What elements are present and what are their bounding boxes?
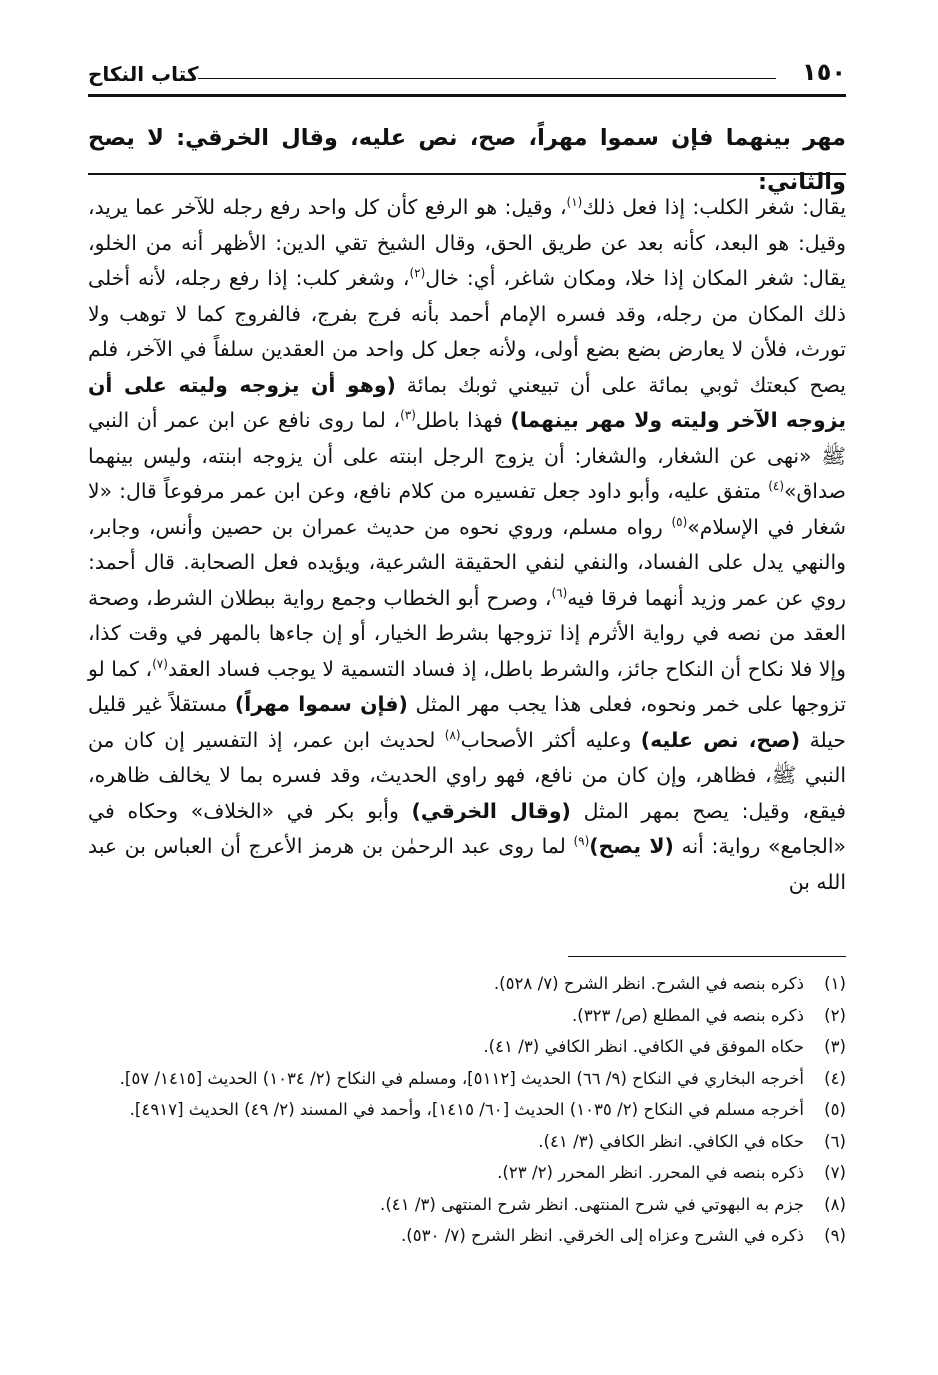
footnote-ref: (٤) bbox=[768, 479, 785, 494]
footnote bbox=[88, 968, 846, 1000]
footnote-text: ذكره بنصه في المحرر. انظر المحرر (٢/ ٢٣). bbox=[497, 1163, 804, 1182]
footnote-ref: (٧) bbox=[152, 656, 168, 671]
text-run: ، كما لو تزوجها على خمر ونحوه، فعلى هذا يجب مهر المثل bbox=[88, 656, 846, 716]
running-header bbox=[88, 58, 846, 96]
commentary-body bbox=[88, 190, 846, 900]
header-rule bbox=[198, 78, 776, 79]
footnote-text: حكاه في الكافي. انظر الكافي (٣/ ٤١). bbox=[538, 1131, 804, 1151]
footnote-number: (٦) bbox=[824, 1131, 846, 1151]
matn-quote: (صح، نص عليه) bbox=[640, 727, 801, 752]
text-run: ، وقيل: هو الرفع كأن كل واحد رفع رجله للآخر عما يريد، وقيل: هو البعد، كأنه بعد عن طريق الحق، وقال الشيخ تقي الدين: الأظهر أنه من الخلو، يقال: شغر المكان إذا خلا، ومكان شاغر، أي: خال bbox=[88, 195, 846, 290]
footnote-number: (٣) bbox=[824, 1037, 846, 1056]
header-divider bbox=[88, 94, 846, 97]
footnote-ref: (٢) bbox=[409, 266, 426, 281]
text-run: لحديث ابن عمر، إذ التفسير إن كان من النبي ﷺ، فظاهر، وإن كان من نافع، فهو راوي الحديث، وقد فسره بما لا يخالف ظاهره، فيقع، وقيل: يصح بمهر المثل bbox=[88, 727, 846, 823]
footnote-text: أخرجه البخاري في النكاح (٩/ ٦٦) الحديث [٥١١٢]، ومسلم في النكاح (٢/ ١٠٣٤) الحديث [١٤١٥/ ٥٧]. bbox=[119, 1068, 804, 1088]
footnote-text: جزم به البهوتي في شرح المنتهى. انظر شرح المنتهى (٣/ ٤١). bbox=[380, 1194, 804, 1214]
footnote-number: (٤) bbox=[824, 1068, 846, 1088]
footnote-number: (٨) bbox=[824, 1194, 846, 1214]
footnote-text: أخرجه مسلم في النكاح (٢/ ١٠٣٥) الحديث [٦٠/ ١٤١٥]، وأحمد في المسند (٢/ ٤٩) الحديث [٤٩١٧]. bbox=[129, 1100, 804, 1119]
footnote bbox=[88, 1000, 846, 1032]
footnote-number: (٥) bbox=[824, 1100, 846, 1119]
matn-divider bbox=[88, 173, 846, 175]
footnote-ref: (١) bbox=[566, 195, 583, 210]
footnote-ref: (٥) bbox=[671, 514, 688, 529]
matn-quote: (وهو أن يزوجه وليته على أن يزوجه الآخر وليته ولا مهر بينهما) bbox=[88, 372, 846, 432]
text-run: رواه مسلم، وروي نحوه من حديث عمران بن حصين وأنس، وجابر، والنهي يدل على الفساد، والنفي لنفي الحقيقة الشرعية، ويؤيده فعل الصحابة. قال أحمد: روي عن عمر وزيد أنهما فرقا فيه bbox=[88, 514, 847, 610]
footnote bbox=[88, 1031, 846, 1063]
matn-quote: (وقال الخرقي) bbox=[411, 798, 571, 823]
text-run: مستقلاً غير قليل حيلة bbox=[88, 692, 847, 752]
footnote bbox=[88, 1157, 846, 1189]
text-run: ، وصرح أبو الخطاب وجمع رواية ببطلان الشرط، وصحة العقد من نصه في رواية الأثرم إذا تزوجها بشرط الخيار، أو إن جاءها بالمهر في وقت كذا، وإلا فلا نكاح أن النكاح جائز، والشرط باطل، إذ فساد التسمية لا يوجب فساد العقد bbox=[88, 585, 847, 681]
footnote-number: (١) bbox=[824, 974, 846, 993]
footnote-ref: (٩) bbox=[573, 834, 590, 849]
footnote-text: ذكره في الشرح وعزاه إلى الخرقي. انظر الشرح (٧/ ٥٣٠). bbox=[401, 1226, 804, 1245]
footnote-divider bbox=[568, 956, 846, 957]
matn-quote: (لا يصح) bbox=[589, 834, 674, 858]
text-run: ، وشغر كلب: إذا رفع رجله، لأنه أخلى ذلك المكان من رجله، وقد فسره الإمام أحمد بأنه فرج بفرج، فالفروج كما لا توهب ولا تورث، فلأن لا يعارض بضع بضع أولى، ولأنه جعل كل واحد من العقدين سلفاً في الآخر، فلم يصح كبعتك ثوبي بمائة على أن تبيعني ثوبك بمائة bbox=[88, 266, 846, 397]
footnote-number: (٢) bbox=[824, 1005, 846, 1025]
text-run: وأبو بكر في «الخلاف» وحكاه في «الجامع» رواية: أنه bbox=[88, 798, 846, 858]
book-title: كتاب النكاح bbox=[88, 62, 199, 86]
footnote-ref: (٨) bbox=[444, 727, 461, 742]
footnote bbox=[88, 1126, 846, 1158]
text-run: ، لما روى نافع عن ابن عمر أن النبي ﷺ «نهى عن الشغار، والشغار: أن يزوج الرجل ابنته على أن يزوجه ابنته، وليس بينهما صداق» bbox=[88, 408, 846, 503]
footnote-ref: (٦) bbox=[551, 585, 568, 600]
matn-quote: (فإن سموا مهراً) bbox=[234, 692, 408, 716]
text-run: وعليه أكثر الأصحاب bbox=[460, 727, 641, 752]
footnote-number: (٧) bbox=[824, 1163, 846, 1182]
text-run: متفق عليه، وأبو داود جعل تفسيره من كلام نافع، وعن ابن عمر مرفوعاً قال: «لا شغار في الإسلام» bbox=[88, 479, 846, 539]
footnote bbox=[88, 1220, 846, 1252]
footnote-text: ذكره بنصه في المطلع (ص/ ٣٢٣). bbox=[571, 1005, 804, 1025]
footnote bbox=[88, 1094, 846, 1126]
footnotes bbox=[88, 968, 846, 1252]
matn-text: مهر بينهما فإن سموا مهراً، صح، نص عليه، وقال الخرقي: لا يصح والثاني: bbox=[88, 125, 846, 195]
footnote-text: ذكره بنصه في الشرح. انظر الشرح (٧/ ٥٢٨). bbox=[493, 974, 804, 993]
footnote-text: حكاه الموفق في الكافي. انظر الكافي (٣/ ٤١). bbox=[483, 1037, 804, 1056]
text-run: لما روى عبد الرحمٰن بن هرمز الأعرج أن العباس بن عبد الله بن bbox=[88, 834, 846, 894]
commentary-paragraph bbox=[88, 190, 846, 900]
text-run: فهذا باطل bbox=[415, 408, 511, 432]
footnote bbox=[88, 1189, 846, 1221]
text-run: يقال: شغر الكلب: إذا فعل ذلك bbox=[582, 195, 846, 219]
page-number: ١٥٠ bbox=[802, 58, 846, 86]
footnote-number: (٩) bbox=[824, 1226, 846, 1245]
footnote bbox=[88, 1063, 846, 1095]
footnote-ref: (٣) bbox=[400, 408, 416, 423]
